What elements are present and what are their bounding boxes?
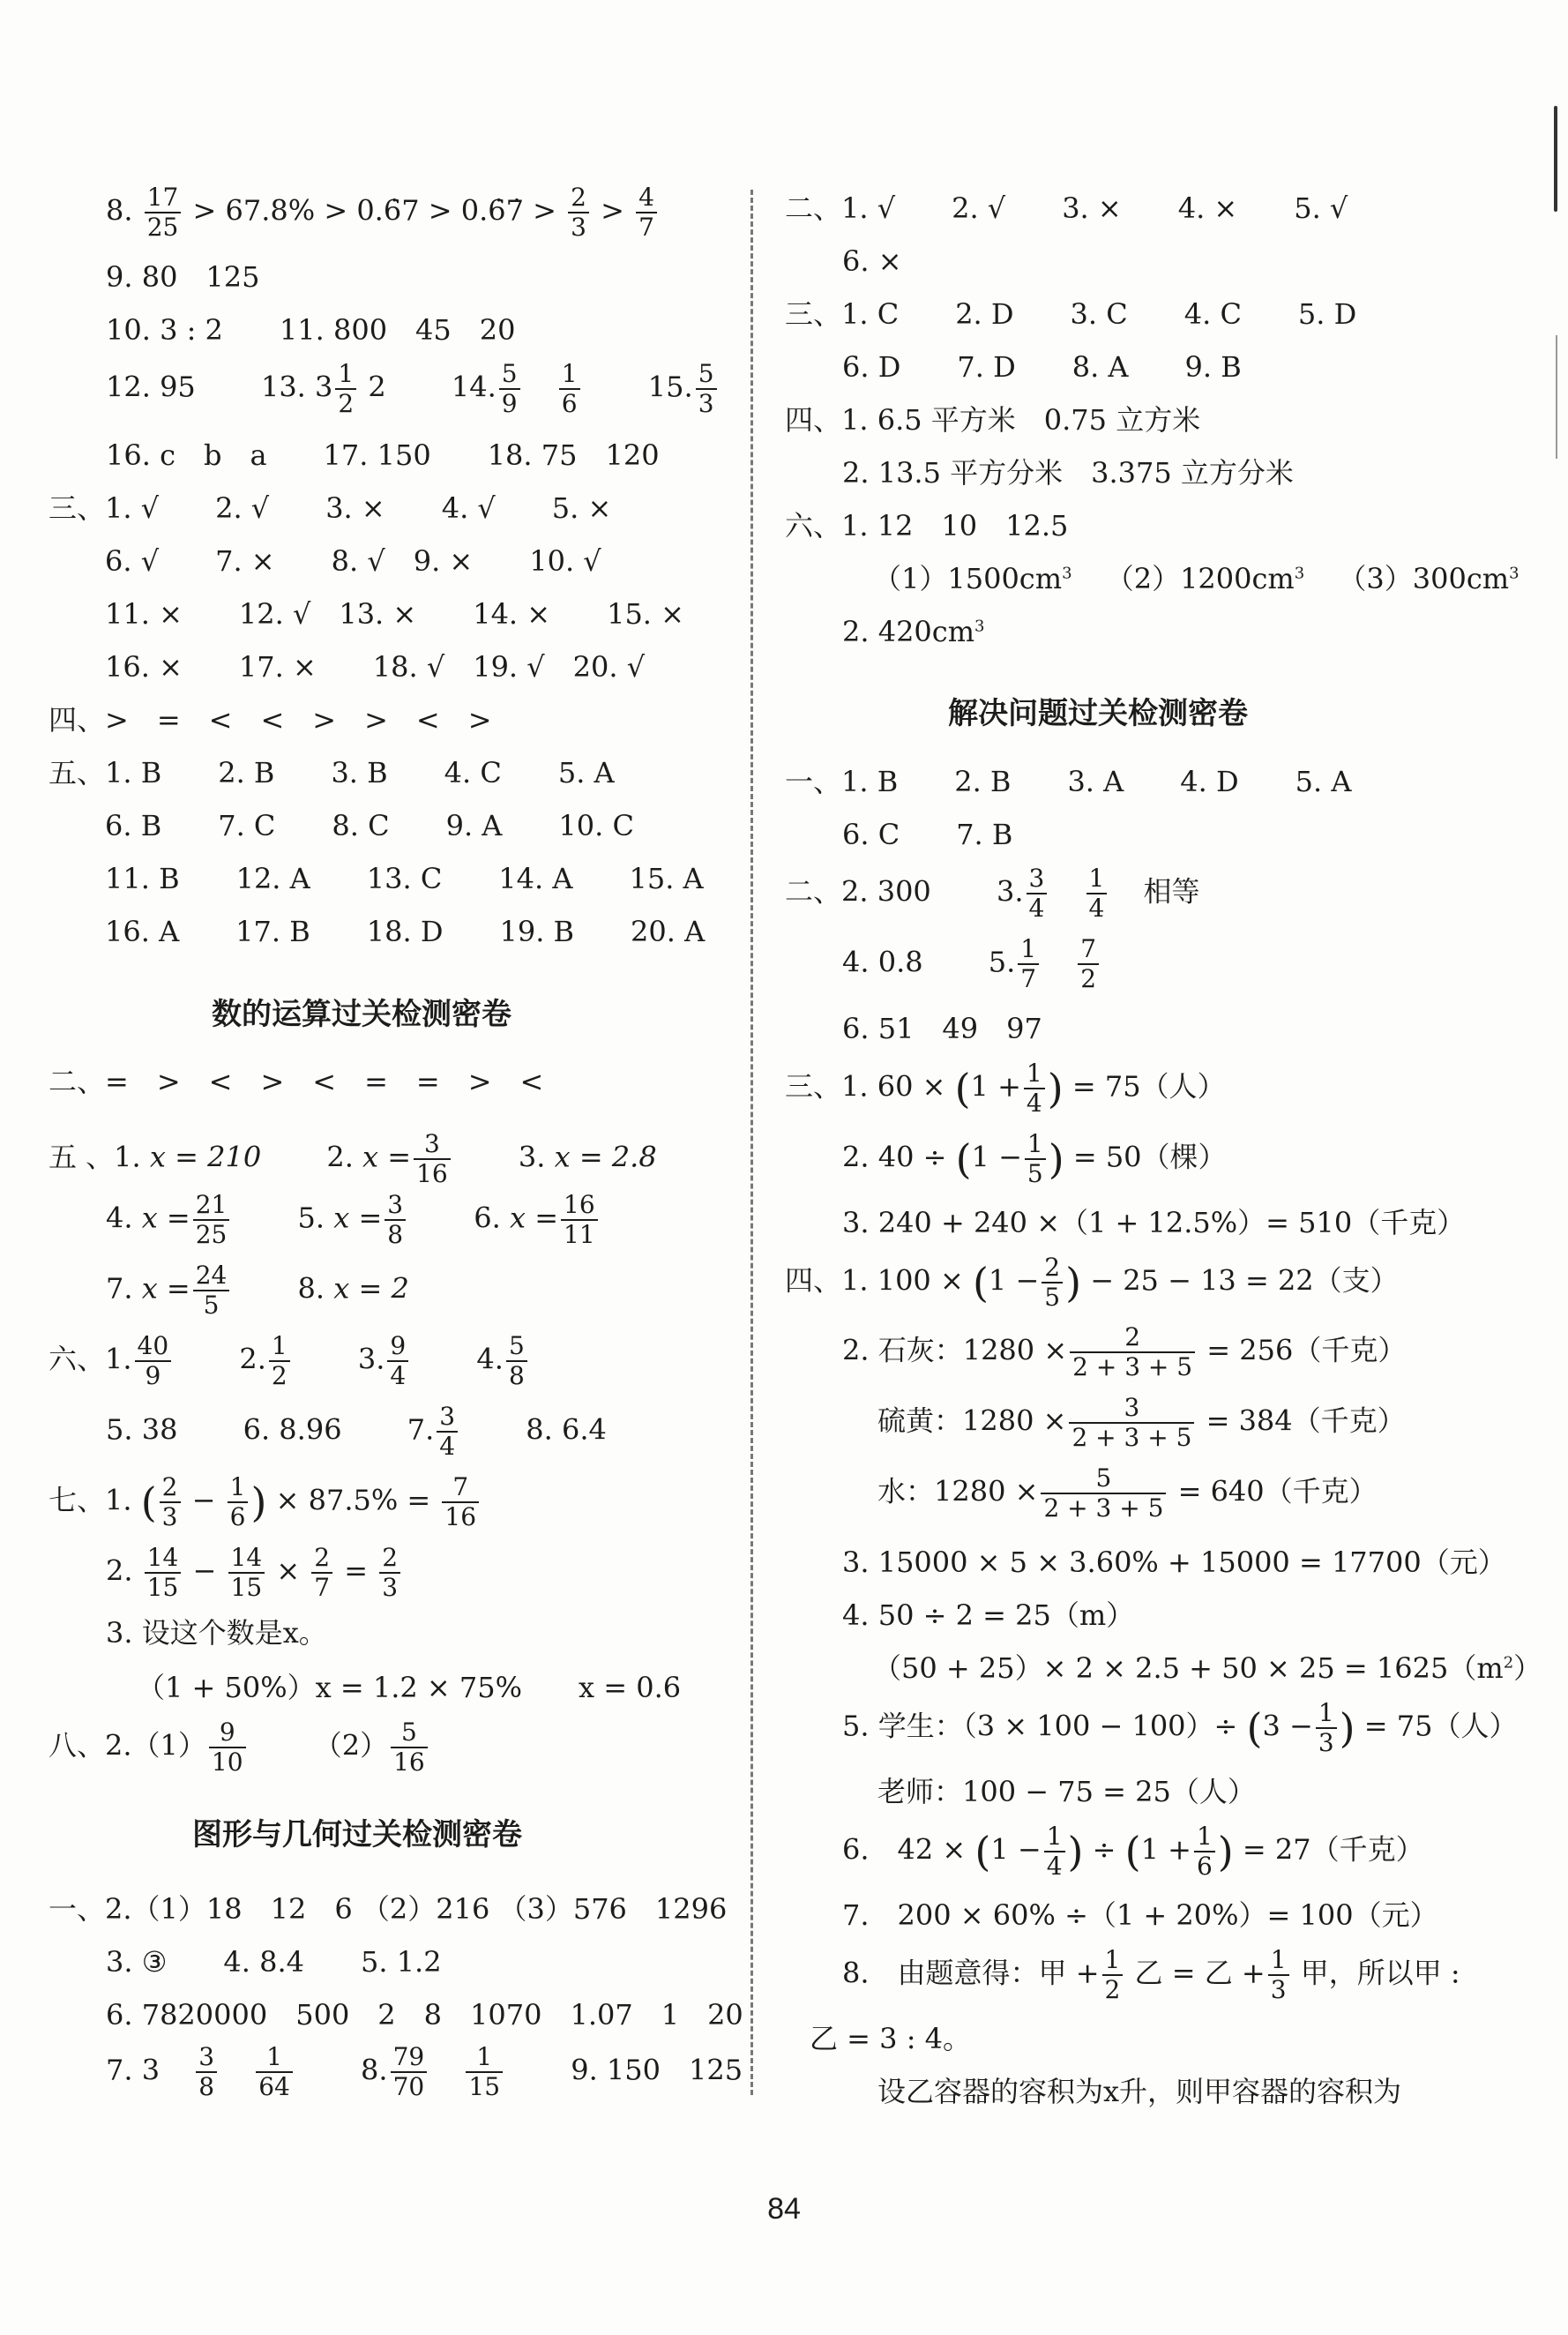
- answer-line: 6. C 7. B: [842, 818, 1013, 851]
- answer-line: 四、1. 6.5 平方米 0.75 立方米: [785, 403, 1201, 437]
- fraction: $\frac{1}{6}$: [559, 362, 580, 416]
- left-column: [0, 0, 758, 2335]
- answer-line: 10. 3 : 2 11. 800 45 20: [106, 313, 516, 347]
- fraction: $\frac{16}{11}$: [561, 1193, 598, 1247]
- fraction: $\frac{2}{3}$: [160, 1475, 181, 1530]
- answer-line: 6. B 7. C 8. C 9. A 10. C: [49, 809, 634, 842]
- answer-line: 4. 0.8 5. $\frac{1}{7}$ $\frac{7}{2}$: [842, 937, 1101, 992]
- answer-line: 8. $\frac{17}{25}$ > 67.8% > 0.6̇7 > 0.6̇7̇ > $\frac{2}{3}$ > $\frac{4}{7}$: [106, 185, 660, 240]
- answer-line: 11. × 12. √ 13. × 14. × 15. ×: [49, 597, 684, 631]
- answer-line: 一、2.（1）18 12 6 （2）216 （3）576 1296: [49, 1892, 728, 1926]
- answer-line: 2. 13.5 平方分米 3.375 立方分米: [842, 456, 1294, 490]
- answer-line: 2. 石灰：1280 × $\frac{2}{2 + 3 + 5}$ = 256（千克）: [842, 1322, 1407, 1381]
- answer-line: 水：1280 × $\frac{5}{2 + 3 + 5}$ = 640（千克）: [877, 1463, 1378, 1523]
- fraction: $\frac{5}{2 + 3 + 5}$: [1041, 1466, 1166, 1521]
- answer-line: 2. $\frac{14}{15}$ − $\frac{14}{15}$ × $\frac{2}{7}$ = $\frac{2}{3}$: [106, 1545, 403, 1600]
- answer-line: 5. 学生：（3 × 100 − 100）÷ (3 − $\frac{1}{3}$ ) = 75（人）: [842, 1698, 1518, 1757]
- answer-line: 11. B 12. A 13. C 14. A 15. A: [49, 862, 704, 895]
- fraction: $\frac{1}{7}$: [1018, 937, 1039, 992]
- fraction: $\frac{1}{15}$: [466, 2045, 503, 2099]
- answer-line: 3. 15000 × 5 × 3.60% + 15000 = 17700（元）: [842, 1545, 1506, 1579]
- answer-line: 7. 200 × 60% ÷（1 + 20%）= 100（元）: [842, 1898, 1438, 1932]
- fraction: $\frac{1}{4}$: [1024, 1061, 1045, 1116]
- answer-line: 二、= > < > < = = > <: [49, 1065, 544, 1098]
- fraction: $\frac{40}{9}$: [135, 1334, 172, 1388]
- answer-line: 5. 38 6. 8.96 7. $\frac{3}{4}$ 8. 6.4: [106, 1402, 607, 1461]
- fraction: $\frac{4}{7}$: [636, 185, 657, 240]
- fraction: $\frac{5}{9}$: [499, 362, 520, 416]
- fraction: $\frac{1}{3}$: [1268, 1948, 1289, 2002]
- answer-line: 3. ③ 4. 8.4 5. 1.2: [106, 1945, 442, 1979]
- fraction: $\frac{17}{25}$: [145, 185, 182, 240]
- fraction: $\frac{9}{4}$: [387, 1334, 408, 1388]
- fraction: $\frac{1}{3}$: [1316, 1701, 1337, 1755]
- right-column: [776, 0, 1568, 2335]
- answer-line: 12. 95 13. 3 $\frac{1}{2}$ 2 14. $\frac{5}{9}$ $\frac{1}{6}$ 15. $\frac{5}{3}$: [106, 362, 720, 416]
- answer-line: 6. 42 × (1 − $\frac{1}{4}$ ) ÷ (1 + $\frac{1}{6}$ ) = 27（千克）: [842, 1822, 1424, 1881]
- answer-line: 2. $420cm^3$: [842, 615, 985, 648]
- answer-line: （1 + 50%）x = 1.2 × 75% x = 0.6: [137, 1671, 682, 1704]
- answer-line: 16. c b a 17. 150 18. 75 120: [106, 438, 660, 472]
- fraction: $\frac{3}{4}$: [437, 1404, 458, 1459]
- fraction: $\frac{1}{2}$: [1102, 1948, 1124, 2002]
- fraction: $\frac{7}{16}$: [442, 1475, 479, 1530]
- fraction: $\frac{3}{8}$: [385, 1193, 406, 1247]
- fraction: $\frac{14}{15}$: [145, 1545, 182, 1600]
- answer-line: 3. 设这个数是x。: [106, 1616, 327, 1650]
- fraction: $\frac{1}{6}$: [1194, 1824, 1215, 1879]
- answer-line: 六、1. $\frac{40}{9}$ 2. $\frac{1}{2}$ 3. $\frac{9}{4}$ 4. $\frac{5}{8}$: [49, 1334, 530, 1388]
- column-divider: [750, 190, 753, 2095]
- answer-line: 二、1. √ 2. √ 3. × 4. × 5. √: [785, 191, 1348, 225]
- fraction: $\frac{2}{2 + 3 + 5}$: [1070, 1325, 1195, 1380]
- fraction: $\frac{2}{7}$: [311, 1545, 332, 1600]
- fraction: $\frac{5}{16}$: [391, 1720, 428, 1775]
- answer-line: 五 、1. x = 210 2. x = $\frac{3}{16}$ 3. x = 2.8: [49, 1129, 657, 1188]
- answer-line: $(50 + 25)\times 2 \times 2.5 + 50 \times 25 = 1625(m^2)$: [873, 1651, 1542, 1685]
- answer-line: 四、1. 100 × (1 − $\frac{2}{5}$ ) − 25 − 13 = 22（支）: [785, 1253, 1399, 1312]
- answer-line: 设乙容器的容积为x升，则甲容器的容积为: [877, 2075, 1402, 2108]
- answer-line: 八、2.（1） $\frac{9}{10}$ （2） $\frac{5}{16}$: [49, 1720, 430, 1775]
- answer-line: 3. 240 + 240 ×（1 + 12.5%）= 510（千克）: [842, 1206, 1466, 1239]
- section-heading: 解决问题过关检测密卷: [948, 696, 1248, 731]
- page-number: 84: [767, 2192, 801, 2226]
- fraction: $\frac{5}{3}$: [696, 362, 717, 416]
- fraction: $\frac{2}{3}$: [568, 185, 589, 240]
- fraction: $\frac{2}{3}$: [379, 1545, 400, 1600]
- answer-line: 老师：100 − 75 = 25（人）: [877, 1775, 1256, 1808]
- fraction: $\frac{1}{64}$: [256, 2045, 293, 2099]
- fraction: $\frac{14}{15}$: [228, 1545, 265, 1600]
- section-heading: 数的运算过关检测密卷: [212, 997, 511, 1032]
- answer-line: 六、1. 12 10 12.5: [785, 509, 1069, 543]
- answer-line: 6. ×: [842, 244, 902, 278]
- answer-line: 五、1. B 2. B 3. B 4. C 5. A: [49, 756, 615, 790]
- answer-line: 三、1. √ 2. √ 3. × 4. √ 5. ×: [49, 491, 612, 525]
- answer-line: 三、1. C 2. D 3. C 4. C 5. D: [785, 297, 1357, 331]
- fraction: $\frac{7}{2}$: [1078, 937, 1099, 992]
- answer-line: 4. 50 ÷ 2 = 25（m）: [842, 1598, 1135, 1632]
- fraction: $\frac{3}{16}$: [414, 1132, 451, 1186]
- fraction: $\frac{1}{4}$: [1086, 866, 1108, 921]
- fraction: $\frac{3}{2 + 3 + 5}$: [1069, 1396, 1194, 1450]
- fraction: $\frac{9}{10}$: [209, 1720, 246, 1775]
- section-heading: 图形与几何过关检测密卷: [192, 1817, 522, 1852]
- answer-line: 6. 7820000 500 2 8 1070 1.07 1 20: [106, 1998, 743, 2032]
- fraction: $\frac{5}{8}$: [506, 1334, 527, 1388]
- answer-line: 2. 40 ÷ (1 − $\frac{1}{5}$ ) = 50（棵）: [842, 1129, 1227, 1188]
- answer-line: 乙 = 3 : 4。: [810, 2022, 972, 2055]
- fraction: $\frac{3}{8}$: [196, 2045, 217, 2099]
- answer-line: 7. x = $\frac{24}{5}$ 8. x = 2: [106, 1261, 409, 1320]
- answer-line: 7. 3 $\frac{3}{8}$ $\frac{1}{64}$ 8. $\frac{79}{70}$ $\frac{1}{15}$ 9. 150 125: [106, 2042, 743, 2101]
- answer-line: 16. A 17. B 18. D 19. B 20. A: [49, 915, 706, 948]
- answer-line: 二、2. 300 3. $\frac{3}{4}$ $\frac{1}{4}$ 相等: [785, 864, 1200, 923]
- fraction: $\frac{79}{70}$: [391, 2045, 428, 2099]
- answer-line: 四、> = < < > > < >: [49, 703, 492, 737]
- answer-line: 三、1. 60 × (1 + $\frac{1}{4}$ ) = 75（人）: [785, 1059, 1226, 1118]
- answer-line: 一、1. B 2. B 3. A 4. D 5. A: [785, 765, 1352, 798]
- answer-line: $(1)1500cm^3$ $(2)1200cm^3$ $(3)300cm^3$: [873, 562, 1519, 595]
- answer-line: 4. x = $\frac{21}{25}$ 5. x = $\frac{3}{8}$ 6. x = $\frac{16}{11}$: [106, 1193, 601, 1247]
- fraction: $\frac{2}{5}$: [1042, 1255, 1063, 1310]
- answer-line: 8. 由题意得：甲 + $\frac{1}{2}$ 乙 = 乙 + $\frac{1}{3}$ 甲，所以甲 :: [842, 1945, 1460, 2004]
- answer-line: 硫黄：1280 × $\frac{3}{2 + 3 + 5}$ = 384（千克）: [877, 1393, 1406, 1452]
- fraction: $\frac{1}{5}$: [1025, 1132, 1046, 1186]
- fraction: $\frac{1}{6}$: [228, 1475, 249, 1530]
- fraction: $\frac{21}{25}$: [193, 1193, 230, 1247]
- answer-line: 七、1. ( $\frac{2}{3}$ − $\frac{1}{6}$ ) × 87.5% = $\frac{7}{16}$: [49, 1475, 482, 1530]
- answer-line: 6. D 7. D 8. A 9. B: [842, 350, 1242, 384]
- answer-line: 16. × 17. × 18. √ 19. √ 20. √: [49, 650, 646, 684]
- answer-line: 6. 51 49 97: [842, 1012, 1042, 1045]
- fraction: $\frac{3}{4}$: [1027, 866, 1048, 921]
- answer-line: 9. 80 125: [106, 260, 260, 294]
- fraction: $\frac{1}{2}$: [269, 1334, 290, 1388]
- answer-line: 6. √ 7. × 8. √ 9. × 10. √: [49, 544, 601, 578]
- fraction: $\frac{1}{4}$: [1044, 1824, 1065, 1879]
- fraction: $\frac{1}{2}$: [335, 362, 356, 416]
- fraction: $\frac{24}{5}$: [193, 1263, 230, 1318]
